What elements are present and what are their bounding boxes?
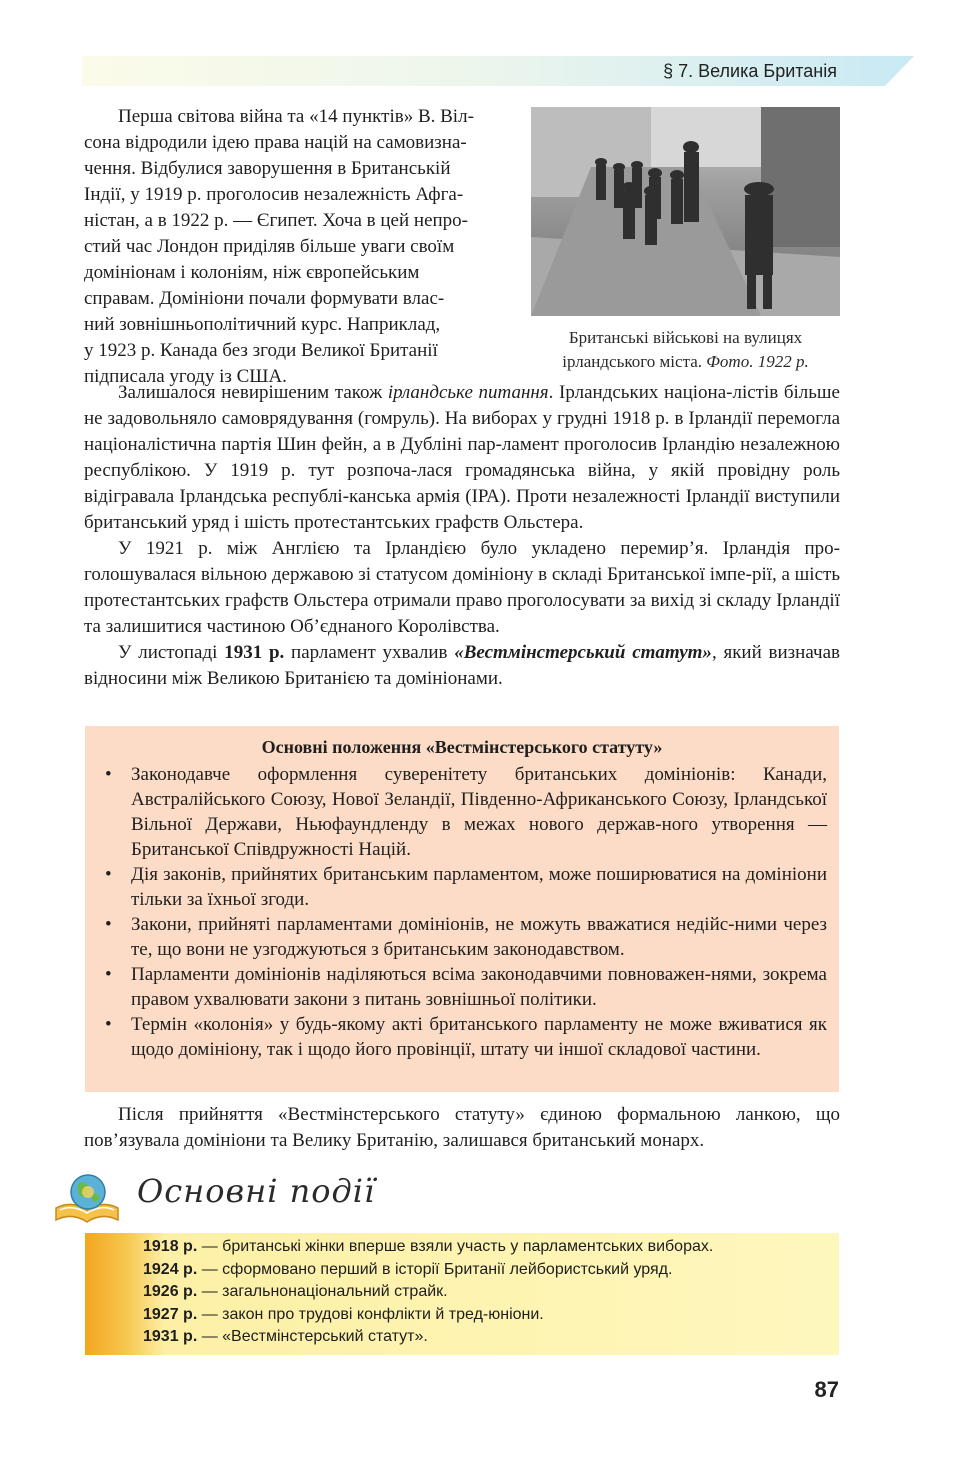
event-row [143,1326,713,1349]
event-text: — британські жінки вперше взяли участь у парламентських виборах. [197,1238,714,1255]
list-item [97,862,827,912]
event-year: 1918 р. [143,1238,198,1255]
intro-line: Індії, у 1919 р. проголосив незалежність Афга- [84,184,464,205]
intro-line: стий час Лондон приділяв більше уваги своїм [84,236,455,257]
intro-line: сона відродили ідею права націй на самовизна- [84,132,467,153]
paragraph-irish-question [84,380,840,536]
event-year: 1927 р. [143,1305,198,1323]
paragraph-truce: У 1921 р. між Англією та Ірландією було укладено перемир’я. Ірландія про-голошувалася вільною державою зі статусом домініону в складі Британської імпе-рії, а шість протестантських графств Ольстера отримали право проголосувати за вихід зі складу Ірландії та залишитися частиною Об’єднаного Королівства. [84,538,840,637]
key-events-list [143,1236,713,1349]
bullet: • [105,764,112,785]
event-text: — загальнонаціональний страйк. [197,1283,448,1300]
intro-line: ний зовнішньополітичний курс. Наприклад, [84,314,441,335]
soldiers-photo [531,107,840,316]
event-text: — «Вестмінстерський статут». [197,1328,428,1345]
event-text: — закон про трудові конфлікти й тред-юніони. [197,1305,544,1323]
list-item-text: Дія законів, прийнятих британським парламентом, може поширюватися на домініони тільки за їхньої згоди. [131,864,827,910]
intro-line: справам. Домініони почали формувати влас- [84,288,445,309]
text-run: . Ірландських націона-лістів більше не задовольняло самоврядування (гомруль). На виборах у грудні 1918 р. в Ірландії перемогла націоналістична партія Шин фейн, а в Дубліні пар-ламент проголосив Ірландію незалежною республікою. У 1919 р. тут розпоча-лася громадянська війна, у якій провідну роль відігравала Ірландська республі-канська армія (ІРА). Проти незалежності Ірландії виступили британський уряд і шість протестантських графств Ольстера. [84,382,840,533]
event-year: 1931 р. [143,1328,198,1345]
photo-caption-date: Фото. 1922 р. [706,352,809,371]
term-westminster-statute: «Вестмінстерський статут» [454,642,712,663]
list-item [97,1012,827,1062]
bullet: • [105,864,112,885]
intro-paragraph [84,104,510,390]
event-row [143,1304,713,1327]
after-statute-section [84,1102,840,1154]
intro-line: Перша світова війна та «14 пунктів» В. Віл- [118,106,474,127]
bullet: • [105,1014,112,1035]
paragraph-statute-intro [84,640,840,692]
intro-line: ністан, а в 1922 р. — Єгипет. Хоча в цей непро- [84,210,469,231]
event-row [143,1259,713,1282]
list-item-text: Законодавче оформлення суверенітету британських домініонів: Канади, Австралійського Союзу, Нової Зеландії, Південно-Африканського Союзу, Ірландської Вільної Держави, Ньюфаундленду в межах нового держав-ного утворення — Британської Співдружності Націй. [131,764,827,860]
photo-caption [531,326,840,374]
event-text: — сформовано перший в історії Британії лейбористський уряд. [197,1260,673,1278]
text-run: парламент ухвалив [284,642,455,663]
list-item-text: Термін «колонія» у будь-якому акті британського парламенту не може вживатися як щодо домініону, так і щодо його провінції, штату чи іншої складової частини. [131,1014,827,1060]
intro-line: чення. Відбулися заворушення в Британській [84,158,451,179]
events-heading: Основні події [137,1172,376,1210]
page-number: 87 [814,1377,839,1402]
statute-provisions-list [97,762,827,1062]
event-year: 1926 р. [143,1283,198,1300]
event-year: 1924 р. [143,1260,198,1278]
statute-box-title: Основні положення «Вестмінстерського статуту» [261,737,663,757]
term-irish-question: ірландське питання [387,382,549,403]
paragraph-after-statute: Після прийняття «Вестмінстерського статуту» єдиною формальною ланкою, що пов’язувала домініони та Велику Британію, залишався британський монарх. [84,1104,840,1151]
list-item-text: Парламенти домініонів наділяються всіма законодавчими повноважен-нями, зокрема правом ухвалювати закони з питань зовнішньої політики. [131,964,827,1010]
irish-question-section [84,380,840,692]
bullet: • [105,964,112,985]
intro-line: підписала угоду із США. [84,366,287,387]
list-item-text: Закони, прийняті парламентами домініонів, не можуть вважатися недійс-ними через те, що вони не узгоджуються з британським законодавством. [131,914,827,960]
statute-provisions-box [85,726,839,1092]
event-row [143,1236,713,1259]
bullet: • [105,914,112,935]
list-item [97,912,827,962]
text-run: У листопаді [118,642,225,663]
event-row [143,1281,713,1304]
year-highlight: 1931 р. [224,642,285,663]
photo-caption-text: ірландського міста. [562,352,707,371]
intro-line: домініонам і колоніям, ніж європейським [84,262,420,283]
intro-line: у 1923 р. Канада без згоди Великої Британії [84,340,438,361]
text-run: Залишалося невирішеним також [118,382,388,403]
globe-book-icon [52,1170,122,1226]
list-item [97,962,827,1012]
list-item [97,762,827,862]
text-run: , який визначав відносини між Великою Британією та домініонами. [84,642,840,689]
soldiers-photo-illustration [531,107,840,316]
section-title: § 7. Велика Британія [663,61,837,81]
photo-caption-line: Британські військові на вулицях [568,328,803,347]
photo-caption-line [531,350,840,374]
